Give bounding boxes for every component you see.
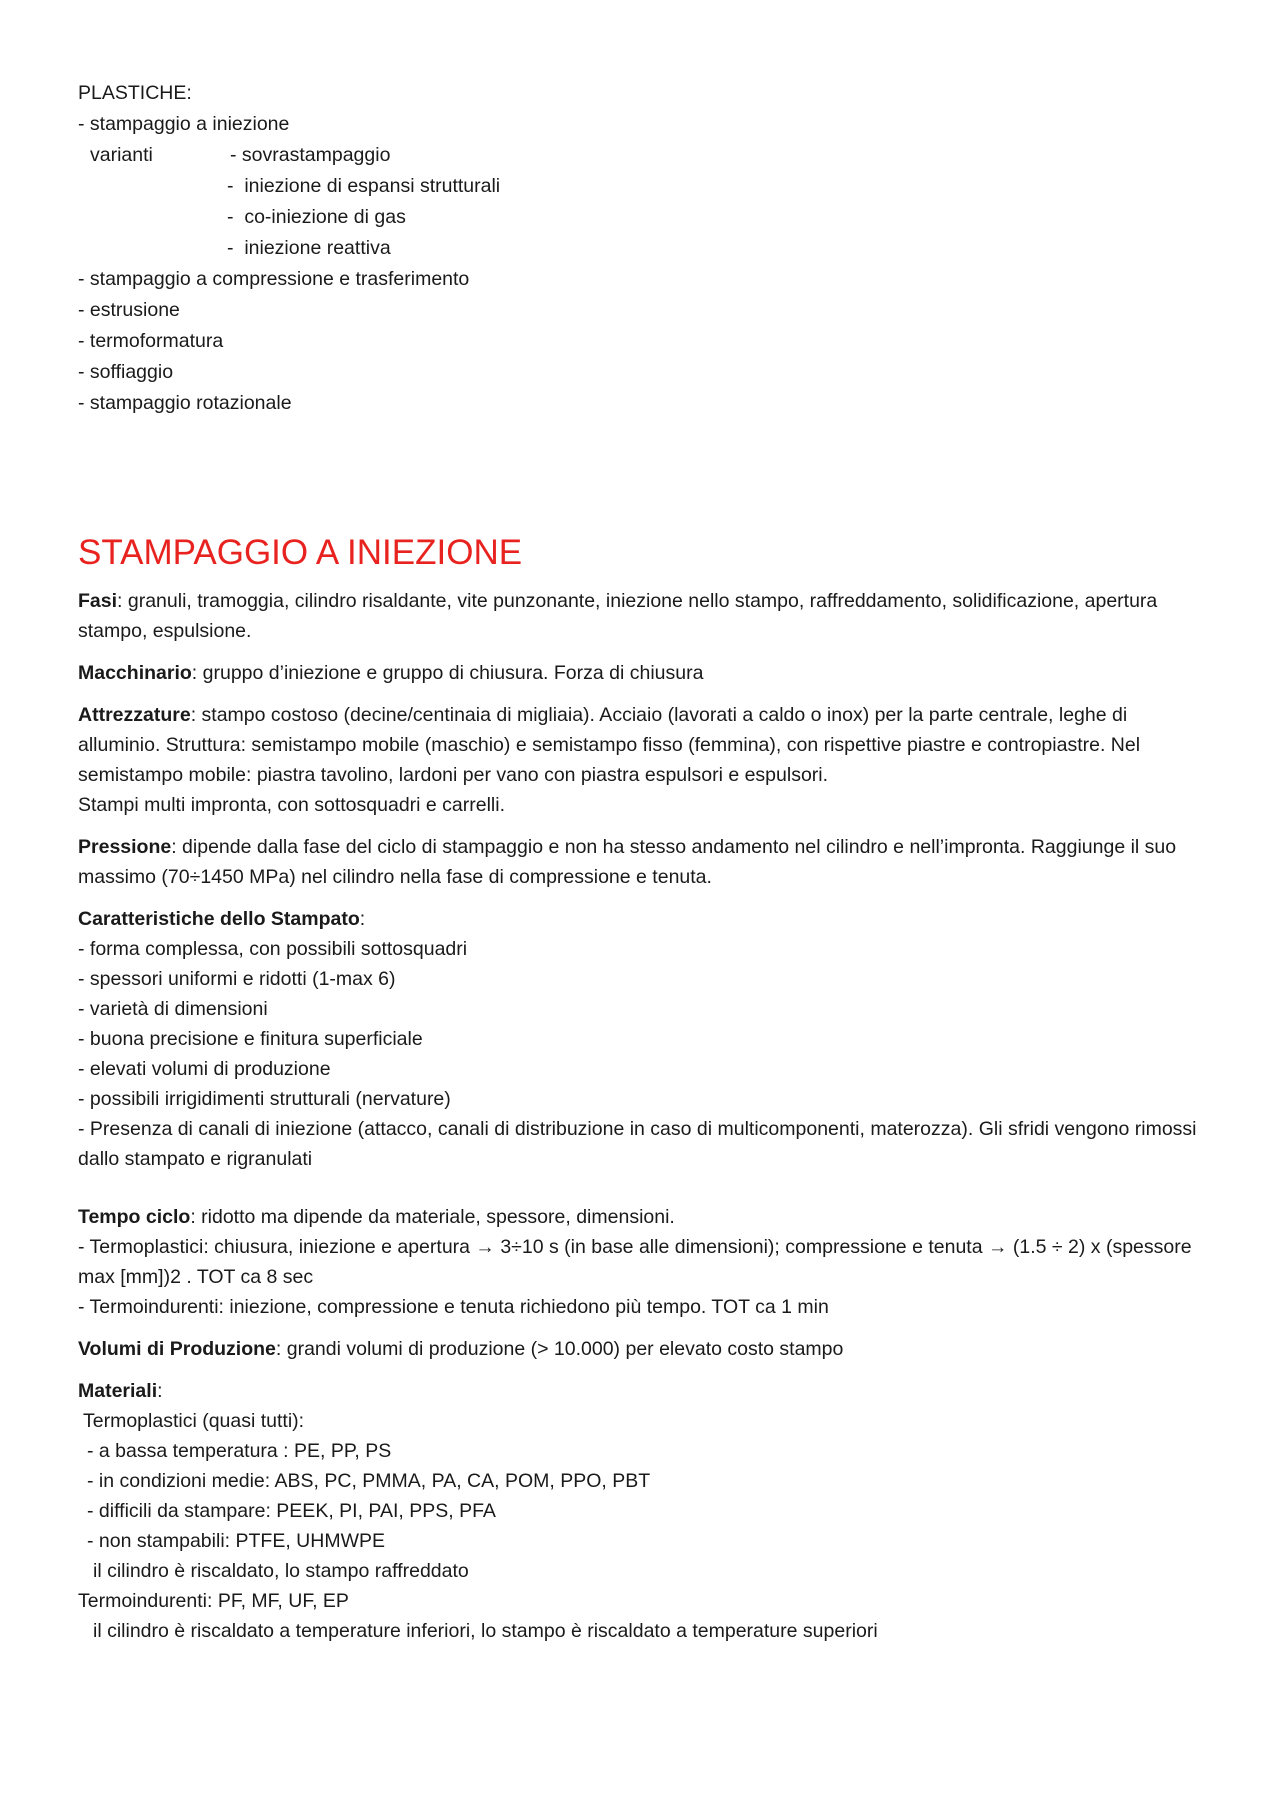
attrezzature-text-2: Stampi multi impronta, con sottosquadri e carrelli. bbox=[78, 794, 506, 816]
tempo-text: : ridotto ma dipende da materiale, spessore, dimensioni. bbox=[190, 1206, 675, 1228]
list-item: - termoformatura bbox=[78, 330, 224, 352]
variant-item: - iniezione di espansi strutturali bbox=[227, 175, 501, 197]
pressione-label: Pressione bbox=[78, 836, 172, 858]
caratteristiche-heading bbox=[78, 904, 1208, 934]
attrezzature-label: Attrezzature bbox=[78, 704, 191, 726]
materiali-heading bbox=[78, 1376, 1208, 1406]
termoindurenti-head: Termoindurenti: PF, MF, UF, EP bbox=[78, 1590, 349, 1612]
fasi-paragraph bbox=[78, 586, 1208, 646]
list-item: - buona precisione e finitura superficiale bbox=[78, 1028, 423, 1050]
document-page bbox=[78, 78, 1208, 1646]
tempo-paragraph bbox=[78, 1202, 1208, 1232]
fasi-label: Fasi bbox=[78, 590, 118, 612]
list-item: - stampaggio rotazionale bbox=[78, 392, 292, 414]
fasi-text: : granuli, tramoggia, cilindro risaldante, vite punzonante, iniezione nello stampo, raffreddamento, solidificazione, apertura stampo, espulsione. bbox=[78, 590, 1158, 642]
macchinario-text: : gruppo d’iniezione e gruppo di chiusura. Forza di chiusura bbox=[191, 662, 704, 684]
list-item: - a bassa temperatura : PE, PP, PS bbox=[87, 1440, 392, 1462]
list-item: - estrusione bbox=[78, 299, 180, 321]
list-item: - difficili da stampare: PEEK, PI, PAI, PPS, PFA bbox=[87, 1500, 496, 1522]
list-item: - forma complessa, con possibili sottosquadri bbox=[78, 938, 468, 960]
volumi-paragraph bbox=[78, 1334, 1208, 1364]
tempo-termoindurenti: - Termoindurenti: iniezione, compressione e tenuta richiedono più tempo. TOT ca 1 min bbox=[78, 1296, 829, 1318]
attrezzature-text: : stampo costoso (decine/centinaia di migliaia). Acciaio (lavorati a caldo o inox) per la parte centrale, leghe di alluminio. Struttura: semistampo mobile (maschio) e semistampo fisso (femmina), con rispettive piastre e contropiastre. Nel semistampo mobile: piastra tavolino, lardoni per vano con piastra espulsori e espulsori. bbox=[78, 704, 1141, 786]
macchinario-label: Macchinario bbox=[78, 662, 192, 684]
pressione-paragraph bbox=[78, 832, 1208, 892]
list-item: - non stampabili: PTFE, UHMWPE bbox=[87, 1530, 385, 1552]
section-title: STAMPAGGIO A INIEZIONE bbox=[78, 533, 523, 572]
variants-row bbox=[78, 140, 1208, 171]
variants-label: varianti bbox=[90, 144, 153, 166]
volumi-text: : grandi volumi di produzione (> 10.000) per elevato costo stampo bbox=[275, 1338, 844, 1360]
volumi-label: Volumi di Produzione bbox=[78, 1338, 276, 1360]
variant-item: - sovrastampaggio bbox=[230, 144, 391, 166]
caratteristiche-colon: : bbox=[359, 908, 366, 930]
list-item: - spessori uniformi e ridotti (1-max 6) bbox=[78, 968, 396, 990]
tempo-label: Tempo ciclo bbox=[78, 1206, 191, 1228]
tempo-termoplastici: - Termoplastici: chiusura, iniezione e apertura → 3÷10 s (in base alle dimensioni); compressione e tenuta → (1.5 ÷ 2) x (spessore max [mm])2 . TOT ca 8 sec bbox=[78, 1236, 1192, 1288]
list-item: - Presenza di canali di iniezione (attacco, canali di distribuzione in caso di multicomponenti, materozza). Gli sfridi vengono rimossi dallo stampato e rigranulati bbox=[78, 1118, 1197, 1170]
list-item: - stampaggio a compressione e trasferimento bbox=[78, 268, 470, 290]
pressione-text: : dipende dalla fase del ciclo di stampaggio e non ha stesso andamento nel cilindro e nell’impronta. Raggiunge il suo massimo (70÷1450 MPa) nel cilindro nella fase di compressione e tenuta. bbox=[78, 836, 1177, 888]
macchinario-paragraph bbox=[78, 658, 1208, 688]
attrezzature-paragraph bbox=[78, 700, 1208, 790]
termoplastici-head: Termoplastici (quasi tutti): bbox=[83, 1410, 305, 1432]
variant-item: - co-iniezione di gas bbox=[227, 206, 406, 228]
termoplastici-note: il cilindro è riscaldato, lo stampo raffreddato bbox=[93, 1560, 469, 1582]
list-item: - possibili irrigidimenti strutturali (nervature) bbox=[78, 1088, 451, 1110]
list-item: - stampaggio a iniezione bbox=[78, 113, 290, 135]
termoindurenti-note: il cilindro è riscaldato a temperature inferiori, lo stampo è riscaldato a temperature superiori bbox=[93, 1620, 878, 1642]
materiali-label: Materiali bbox=[78, 1380, 158, 1402]
caratteristiche-label: Caratteristiche dello Stampato bbox=[78, 908, 360, 930]
list-item: - varietà di dimensioni bbox=[78, 998, 268, 1020]
list-item: - soffiaggio bbox=[78, 361, 174, 383]
list-item: - elevati volumi di produzione bbox=[78, 1058, 331, 1080]
materiali-colon: : bbox=[157, 1380, 163, 1402]
list-item: - in condizioni medie: ABS, PC, PMMA, PA, CA, POM, PPO, PBT bbox=[87, 1470, 651, 1492]
intro-heading: PLASTICHE: bbox=[78, 82, 192, 104]
variant-item: - iniezione reattiva bbox=[227, 237, 391, 259]
